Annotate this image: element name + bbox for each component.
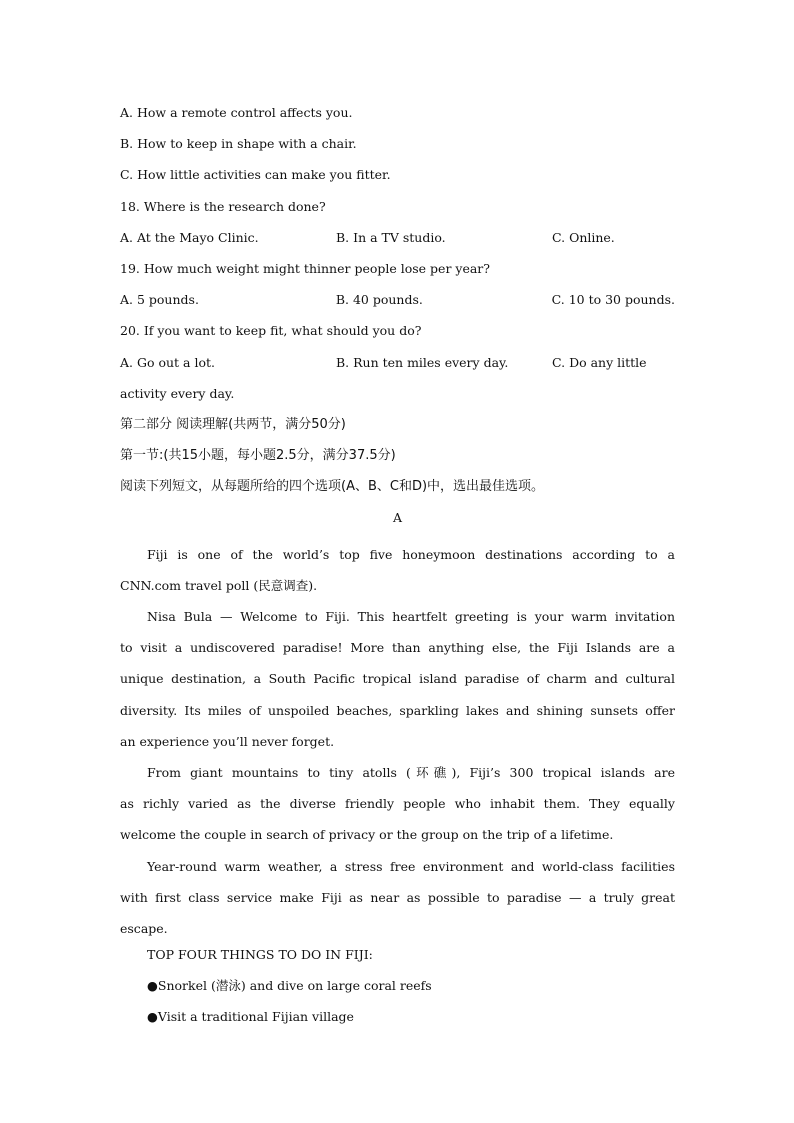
paragraph-line: From giant mountains to tiny atolls (环礁), Fiji’s 300 tropical islands are	[147, 764, 675, 780]
exam-page	[120, 102, 675, 1038]
q20-options	[120, 352, 675, 383]
paragraph-line: Nisa Bula — Welcome to Fiji. This heartfelt greeting is your warm invitation	[147, 609, 675, 624]
q19-option-c: C. 10 to 30 pounds.	[551, 292, 675, 308]
reading-instruction: 阅读下列短文，从每题所给的四个选项(A、B、C和D)中，选出最佳选项。	[120, 479, 545, 495]
paragraph-line: CNN.com travel poll (民意调查).	[120, 577, 318, 593]
paragraph-line: Fiji is one of the world’s top five honeymoon destinations according to a	[147, 546, 675, 562]
q20-question: 20. If you want to keep fit, what should you do?	[120, 323, 422, 339]
q19-option-a: A. 5 pounds.	[120, 292, 199, 308]
paragraph-line: diversity. Its miles of unspoiled beaches, sparkling lakes and shining sunsets offer	[120, 702, 675, 718]
q18-option-c: C. Online.	[552, 229, 615, 245]
q17-option-a: A. How a remote control affects you.	[120, 105, 353, 120]
q20-option-c-continued: activity every day.	[120, 385, 235, 401]
paragraph-line: welcome the couple in search of privacy or the group on the trip of a lifetime.	[120, 827, 614, 843]
paragraph-line: as richly varied as the diverse friendly people who inhabit them. They equally	[120, 796, 675, 812]
q17-option-b: B. How to keep in shape with a chair.	[120, 136, 357, 152]
q18-options	[120, 227, 675, 258]
paragraph-line: with first class service make Fiji as near as possible to paradise — a truly great	[120, 889, 675, 905]
paragraph-line: unique destination, a South Pacific tropical island paradise of charm and cultural	[120, 671, 675, 687]
paragraph-line: to visit a undiscovered paradise! More than anything else, the Fiji Islands are a	[120, 640, 675, 656]
q19-question: 19. How much weight might thinner people lose per year?	[120, 260, 490, 276]
q20-option-c: C. Do any little	[552, 354, 647, 370]
passage-label: A	[392, 510, 403, 526]
q20-option-a: A. Go out a lot.	[120, 354, 215, 370]
passage-paragraph-3	[120, 757, 675, 851]
things-to-do-item: ●Visit a traditional Fijian village	[147, 1009, 354, 1025]
things-to-do-item: ●Snorkel (潜泳) and dive on large coral reefs	[147, 978, 432, 994]
q18-option-b: B. In a TV studio.	[336, 229, 446, 245]
things-to-do-heading: TOP FOUR THINGS TO DO IN FIJI:	[147, 947, 373, 963]
paragraph-line: escape.	[120, 920, 168, 936]
passage-paragraph-2	[120, 601, 675, 757]
paragraph-line: Year-round warm weather, a stress free environment and world-class facilities	[147, 858, 675, 874]
q17-option-c: C. How little activities can make you fitter.	[120, 167, 391, 183]
part2-heading: 第二部分 阅读理解(共两节，满分50分)	[120, 416, 346, 432]
q18-option-a: A. At the Mayo Clinic.	[120, 229, 259, 245]
q18-question: 18. Where is the research done?	[120, 198, 326, 214]
q19-options	[120, 289, 675, 320]
q20-option-b: B. Run ten miles every day.	[336, 354, 509, 370]
passage-paragraph-1	[120, 539, 675, 601]
q19-option-b: B. 40 pounds.	[335, 292, 423, 308]
section1-heading: 第一节:(共15小题，每小题2.5分，满分37.5分)	[120, 448, 396, 464]
paragraph-line: an experience you’ll never forget.	[120, 733, 335, 749]
passage-paragraph-4	[120, 851, 675, 945]
